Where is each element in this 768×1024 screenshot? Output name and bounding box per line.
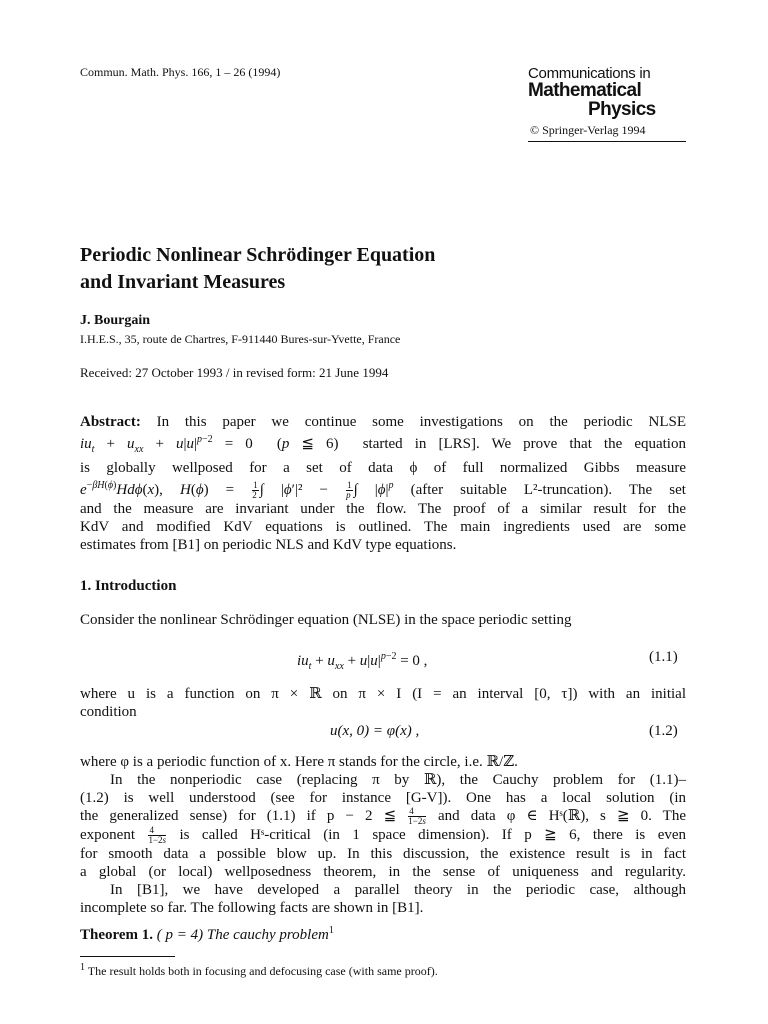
abstract-line3: is globally wellposed for a set of data ϕ of full normalized Gibbs measure — [80, 460, 686, 476]
theorem-text: ( p = 4) The cauchy problem — [156, 927, 329, 943]
footnote-rule — [80, 956, 175, 957]
footnote — [80, 962, 438, 979]
journal-name-line2: Mathematical — [528, 80, 642, 101]
footnote-mark: 1 — [80, 962, 85, 973]
publisher-line: © Springer-Verlag 1994 — [530, 123, 646, 137]
equation-1-1-label: (1.1) — [649, 649, 678, 665]
author-affiliation: I.H.E.S., 35, route de Chartres, F-911440 Bures-sur-Yvette, France — [80, 332, 401, 346]
footnote-text: The result holds both in focusing and defocusing case (with same proof). — [87, 964, 438, 978]
p4-line5: for smooth data a possible blow up. In this discussion, the existence result is in fact — [80, 846, 686, 863]
section-heading: 1. Introduction — [80, 578, 177, 594]
p3-line: where φ is a periodic function of x. Here π stands for the circle, i.e. ℝ/ℤ. — [80, 754, 518, 770]
intro-paragraph-1: Consider the nonlinear Schrödinger equation (NLSE) in the space periodic setting — [80, 612, 572, 628]
abstract-line4: $e^{-\beta H(\phi)}Hd\phi(x)$, H(ϕ) = $\frac{1}{2}$ ∫ |ϕ′|² − $\frac{1}{p}$ ∫ $|\phi|^p$ (after suitable L²-truncation). The set — [80, 480, 686, 501]
journal-name-line1: Communications in — [528, 65, 651, 82]
title-line1: Periodic Nonlinear Schrödinger Equation — [80, 244, 436, 266]
journal-name-line3: Physics — [588, 99, 656, 120]
author-name: J. Bourgain — [80, 313, 151, 328]
intro-paragraph-2 — [80, 685, 686, 721]
p5-line2: incomplete so far. The following facts are shown in [B1]. — [80, 900, 424, 917]
abstract-label: Abstract: — [80, 414, 141, 430]
p5-line1: In [B1], we have developed a parallel theory in the periodic case, although — [110, 882, 686, 899]
p4-line3a: the generalized sense) for (1.1) if p − 2 ≦ — [80, 808, 397, 824]
equation-1-2: u(x, 0) = φ(x) , — [330, 723, 420, 739]
abstract-line6: KdV and modified KdV equations is outlined. The main ingredients used are some — [80, 519, 686, 536]
received-dates: Received: 27 October 1993 / in revised form: 21 June 1994 — [80, 365, 389, 380]
journal-logo — [528, 66, 688, 142]
p2-line2: condition — [80, 704, 137, 720]
intro-paragraph-3 — [80, 753, 686, 917]
theorem-1 — [80, 922, 334, 944]
abstract — [80, 413, 686, 554]
abstract-line2: $iu_t + u_{xx} + u|u|^{p-2} = 0$ (p ≦ 6) started in [LRS]. We prove that the equation — [80, 434, 686, 455]
theorem-label: Theorem 1. — [80, 927, 154, 943]
p4-line3b: and data φ ∈ Hˢ(ℝ), s ≧ 0. The — [437, 808, 687, 824]
abstract-line4-text: (after suitable L²-truncation). The set — [410, 482, 686, 498]
citation-line: Commun. Math. Phys. 166, 1 – 26 (1994) — [80, 65, 281, 79]
abstract-line1: In this paper we continue some investigations on the periodic NLSE — [156, 414, 686, 430]
article-title — [80, 242, 435, 296]
p4-line4a: exponent — [80, 827, 135, 844]
p4-line2: (1.2) is well understood (see for instance [G-V]). One has a local solution (in — [80, 790, 686, 806]
p4-line3: the generalized sense) for (1.1) if p − 2 ≦ $\frac{4}{1-2s}$ and data φ ∈ Hˢ(ℝ), s ≧ 0. The — [80, 806, 687, 827]
abstract-line2-text: started in [LRS]. We prove that the equation — [362, 436, 686, 452]
p4-line1: In the nonperiodic case (replacing π by ℝ), the Cauchy problem for (1.1)– — [110, 772, 686, 788]
equation-1-1: $iu_t + u_{xx} + u|u|^{p-2} = 0$ , — [297, 651, 428, 672]
abstract-line7: estimates from [B1] on periodic NLS and KdV type equations. — [80, 537, 457, 554]
p4-line6: a global (or local) wellposedness theorem, in the sense of uniqueness and regularity. — [80, 864, 686, 881]
p4-line4b: is called Hˢ-critical (in 1 space dimension). If p ≧ 6, there is even — [179, 827, 687, 844]
header-rule — [528, 141, 686, 142]
p2-line1: where u is a function on π × ℝ on π × I (I = an interval [0, τ]) with an initial — [80, 686, 686, 702]
theorem-footnote-mark: 1 — [328, 925, 334, 936]
p4-line4: exponent $\frac{4}{1-2s}$ is called Hˢ-critical (in 1 space dimension). If p ≧ 6, there is even — [80, 825, 687, 846]
equation-1-2-label: (1.2) — [649, 723, 678, 739]
title-line2: and Invariant Measures — [80, 271, 286, 293]
abstract-line5: and the measure are invariant under the flow. The proof of a similar result for the — [80, 501, 686, 518]
